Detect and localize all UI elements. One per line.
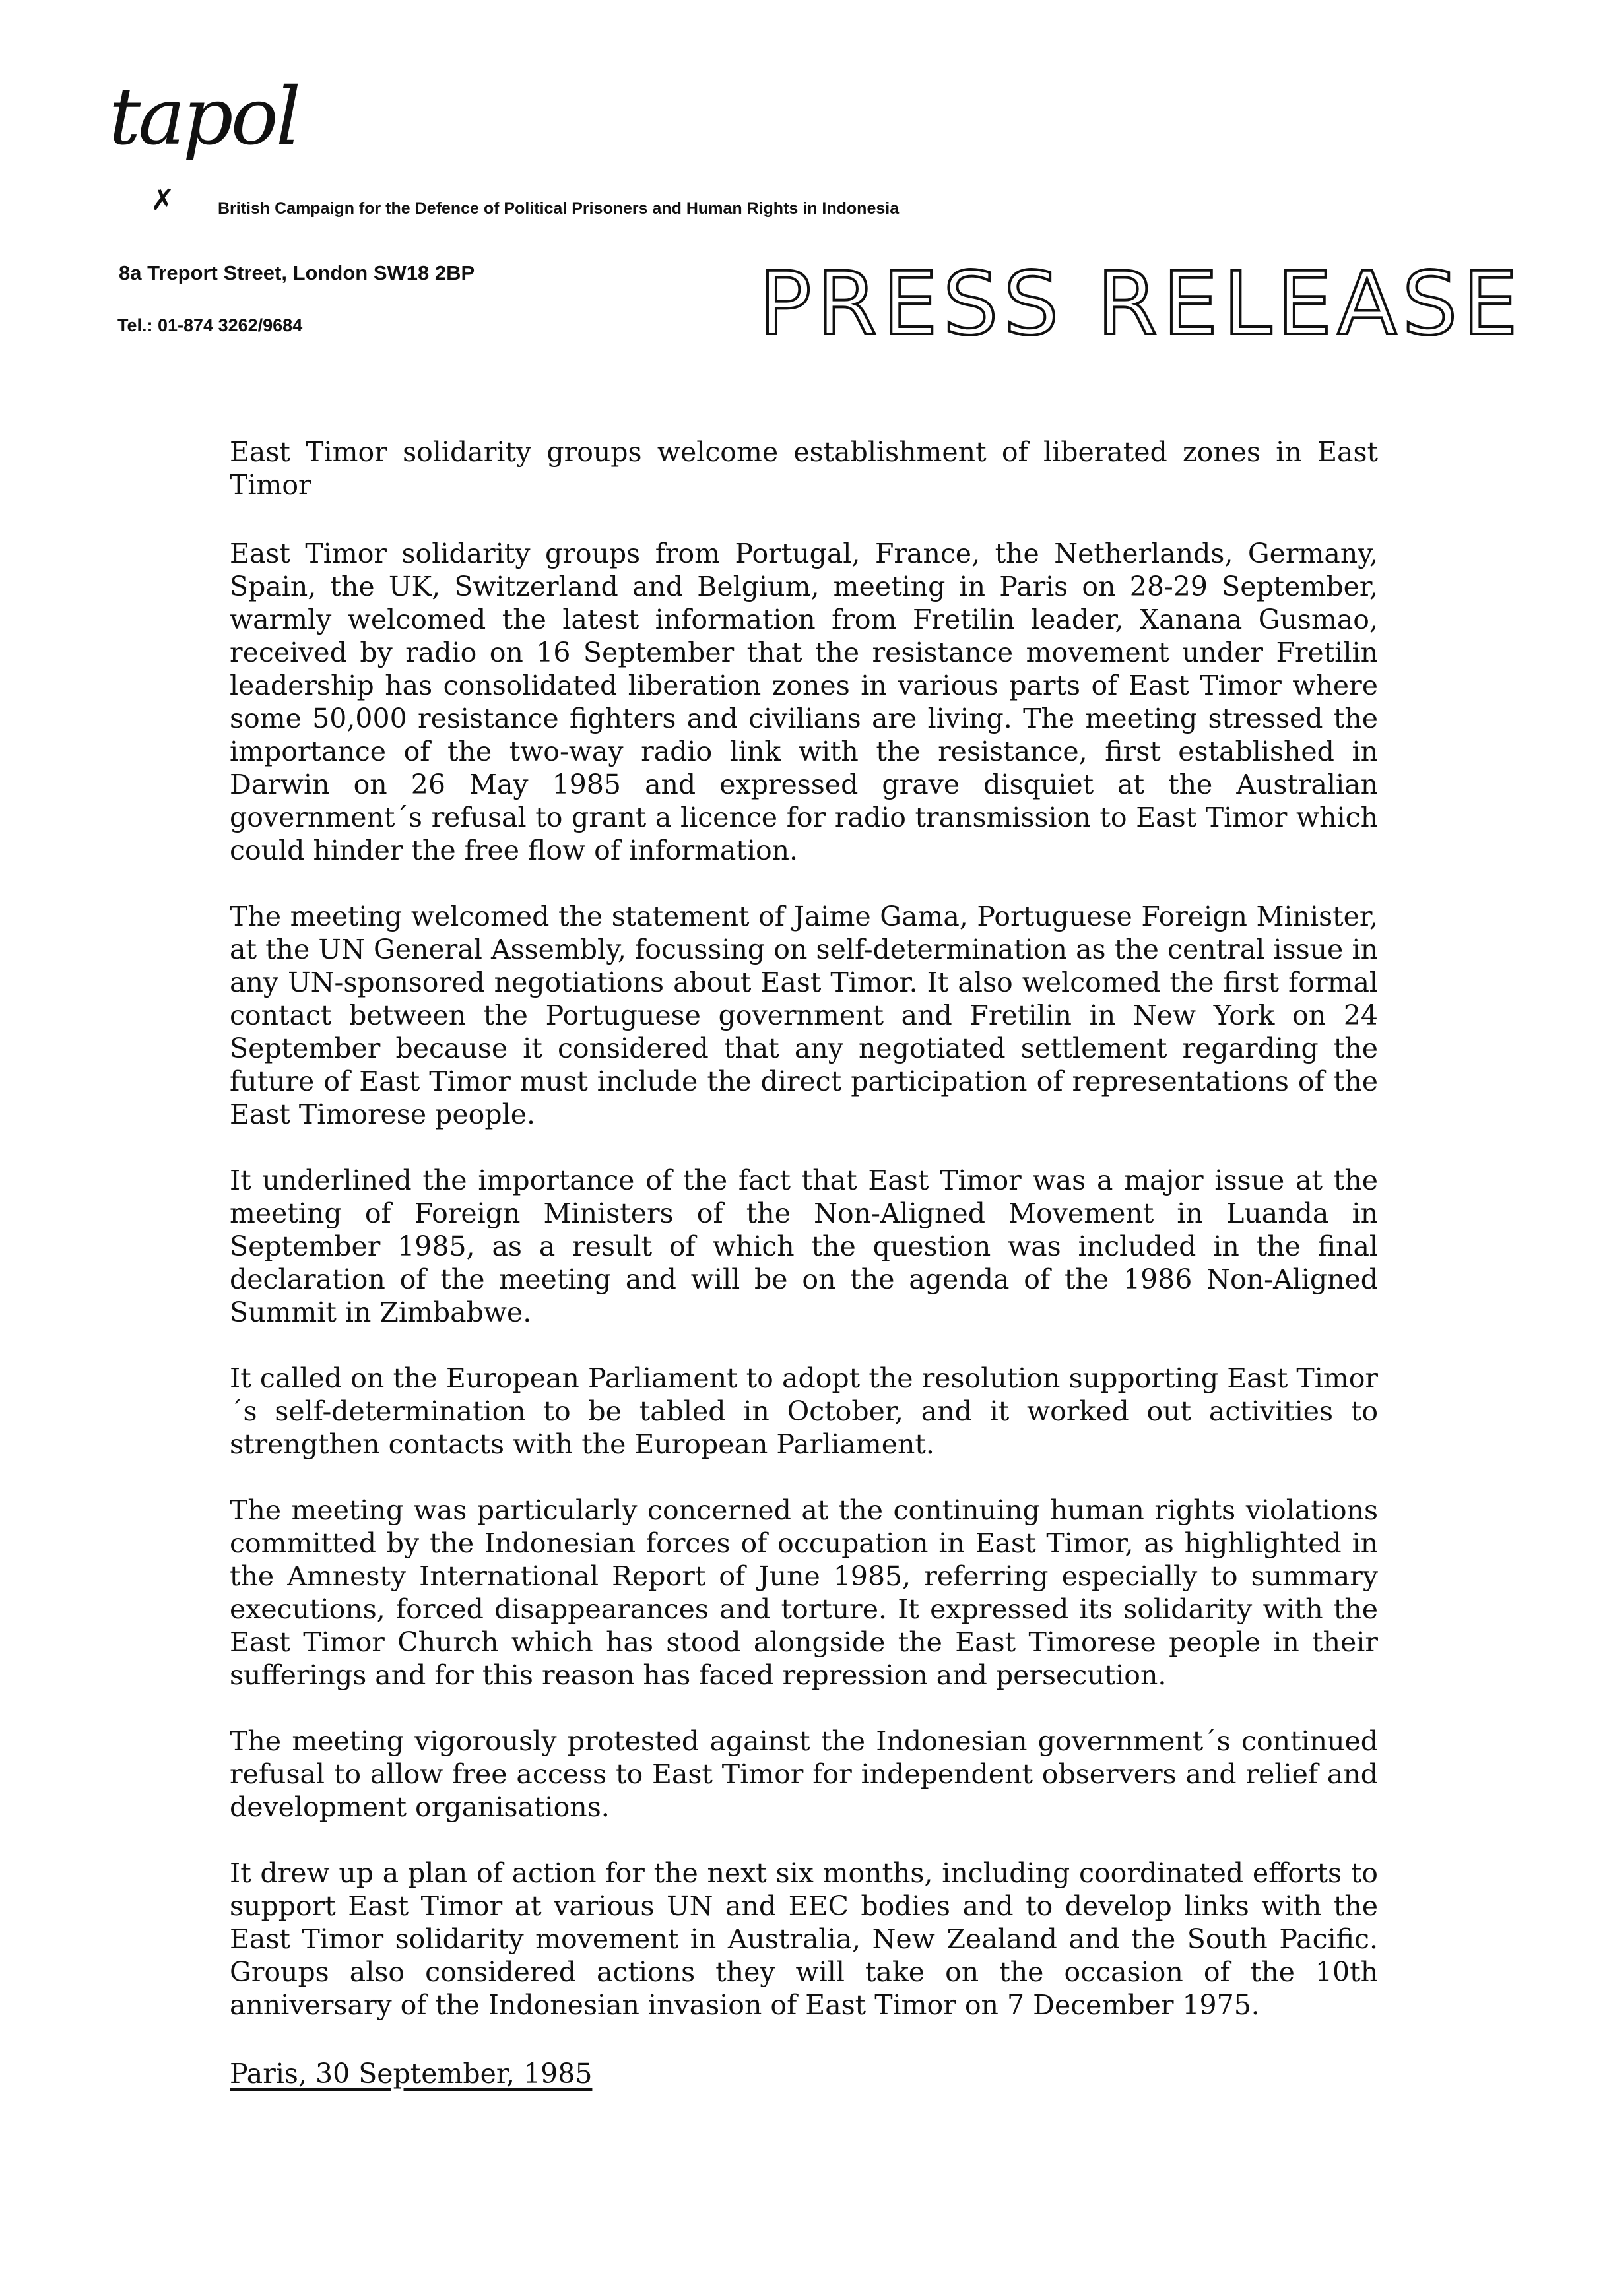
signoff-date: Paris, 30 September, 1985 bbox=[230, 2058, 593, 2089]
paragraph: The meeting welcomed the statement of Jaime Gama, Portuguese Foreign Minister, at the UN General Assembly, focussing on self-determination as the central issue in any UN-sponsored negotiations about East Timor. It also welcomed the first formal contact between the Portuguese government and Fretilin in New York on 24 September because it considered that any negotiated settlement regarding the future of East Timor must include the direct participation of representations of the East Timorese people. bbox=[230, 901, 1378, 1130]
press-release-body bbox=[230, 435, 1378, 2090]
paragraph: The meeting vigorously protested against the Indonesian government´s continued refusal to allow free access to East Timor for independent observers and relief and development organisations. bbox=[230, 1725, 1378, 1823]
tapol-logo: tapol bbox=[109, 71, 299, 163]
organisation-name: British Campaign for the Defence of Political Prisoners and Human Rights in Indonesia bbox=[218, 199, 900, 218]
address: 8a Treport Street, London SW18 2BP bbox=[119, 261, 475, 284]
paragraph: East Timor solidarity groups from Portugal, France, the Netherlands, Germany, Spain, the UK, Switzerland and Belgium, meeting in Paris on 28-29 September, warmly welcomed the latest information from Fretilin leader, Xanana Gusmao, received by radio on 16 September that the resistance movement under Fretilin leadership has consolidated liberation zones in various parts of East Timor where some 50,000 resistance fighters and civilians are living. The meeting stressed the importance of the two-way radio link with the resistance, first established in Darwin on 26 May 1985 and expressed grave disquiet at the Australian government´s refusal to grant a licence for radio transmission to East Timor which could hinder the free flow of information. bbox=[230, 538, 1378, 866]
logo-mark-icon: ✗ bbox=[150, 183, 175, 217]
headline: East Timor solidarity groups welcome establishment of liberated zones in East Timor bbox=[230, 436, 1378, 501]
paragraph: It drew up a plan of action for the next six months, including coordinated efforts to support East Timor at various UN and EEC bodies and to develop links with the East Timor solidarity movement in Australia, New Zealand and the South Pacific. Groups also considered actions they will take on the occasion of the 10th anniversary of the Indonesian invasion of East Timor on 7 December 1975. bbox=[230, 1857, 1378, 2021]
press-release-title: PRESS RELEASE bbox=[759, 253, 1523, 355]
paragraph: It underlined the importance of the fact that East Timor was a major issue at the meeting of Foreign Ministers of the Non-Aligned Movement in Luanda in September 1985, as a result of which the question was included in the final declaration of the meeting and will be on the agenda of the 1986 Non-Aligned Summit in Zimbabwe. bbox=[230, 1164, 1378, 1328]
paragraph: The meeting was particularly concerned at the continuing human rights violations committed by the Indonesian forces of occupation in East Timor, as highlighted in the Amnesty International Report of June 1985, referring especially to summary executions, forced disappearances and torture. It expressed its solidarity with the East Timor Church which has stood alongside the East Timorese people in their sufferings and for this reason has faced repression and persecution. bbox=[230, 1494, 1378, 1691]
paragraph: It called on the European Parliament to adopt the resolution supporting East Timor´s self-determination to be tabled in October, and it worked out activities to strengthen contacts with the European Parliament. bbox=[230, 1362, 1378, 1460]
phone-number: Tel.: 01-874 3262/9684 bbox=[117, 315, 303, 335]
